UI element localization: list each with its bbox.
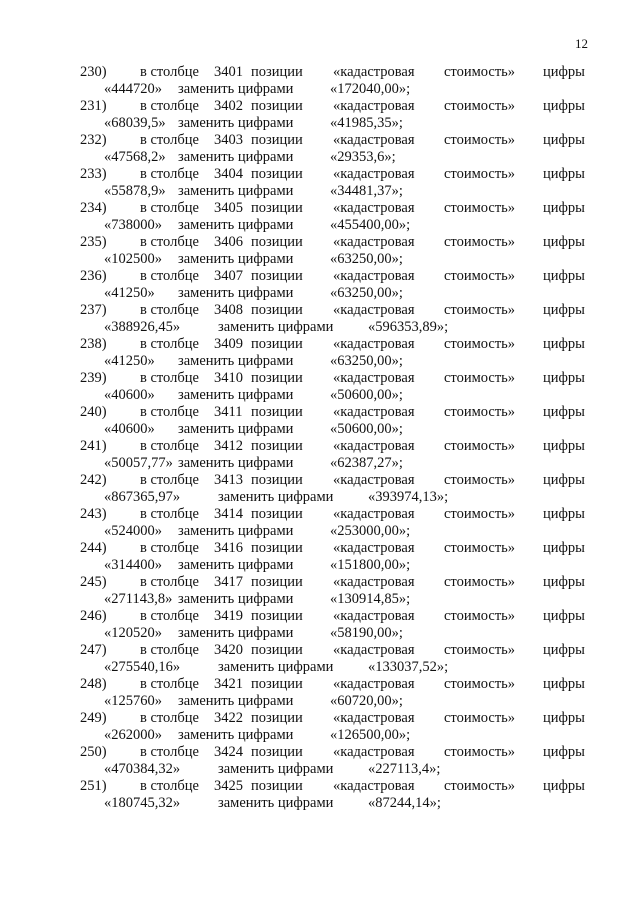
cadastral-label: «кадастровая [333,166,415,182]
cost-label: стоимость» [444,302,516,318]
new-value: «58190,00»; [330,625,403,641]
old-value: «120520» [104,625,162,641]
cadastral-label: «кадастровая [333,438,415,454]
amendment-item [0,404,640,438]
amendment-item [0,234,640,268]
amendment-line-1 [0,268,640,285]
amendment-item [0,438,640,472]
column-code: 3405 [214,200,243,216]
cost-label: стоимость» [444,268,516,284]
amendment-line-1 [0,608,640,625]
amendment-line-1 [0,438,640,455]
cost-label: стоимость» [444,608,516,624]
column-label: в столбце [140,710,199,726]
item-number: 246) [80,608,107,624]
digits-label: цифры [543,98,585,114]
amendment-line-1 [0,676,640,693]
amendment-line-2 [0,557,640,574]
old-value: «102500» [104,251,162,267]
old-value: «271143,8» [104,591,173,607]
new-value: «596353,89»; [368,319,449,335]
position-label: позиции [251,234,303,250]
column-code: 3420 [214,642,243,658]
digits-label: цифры [543,710,585,726]
amendment-line-2 [0,625,640,642]
cadastral-label: «кадастровая [333,506,415,522]
amendment-line-1 [0,98,640,115]
column-label: в столбце [140,506,199,522]
amendment-item [0,574,640,608]
replace-label: заменить цифрами [218,659,334,675]
column-code: 3407 [214,268,243,284]
old-value: «41250» [104,353,155,369]
column-code: 3410 [214,370,243,386]
cadastral-label: «кадастровая [333,64,415,80]
amendment-line-1 [0,234,640,251]
amendment-line-1 [0,540,640,557]
column-code: 3425 [214,778,243,794]
column-code: 3419 [214,608,243,624]
digits-label: цифры [543,540,585,556]
cost-label: стоимость» [444,132,516,148]
new-value: «172040,00»; [330,81,411,97]
position-label: позиции [251,472,303,488]
new-value: «393974,13»; [368,489,449,505]
amendment-item [0,302,640,336]
amendment-item [0,200,640,234]
replace-label: заменить цифрами [178,285,294,301]
cadastral-label: «кадастровая [333,710,415,726]
amendment-line-2 [0,353,640,370]
replace-label: заменить цифрами [178,727,294,743]
amendment-item [0,676,640,710]
column-code: 3401 [214,64,243,80]
column-code: 3417 [214,574,243,590]
item-number: 245) [80,574,107,590]
cadastral-label: «кадастровая [333,234,415,250]
cost-label: стоимость» [444,540,516,556]
replace-label: заменить цифрами [178,625,294,641]
amendment-item [0,540,640,574]
position-label: позиции [251,540,303,556]
item-number: 235) [80,234,107,250]
column-label: в столбце [140,302,199,318]
item-number: 238) [80,336,107,352]
amendment-line-1 [0,404,640,421]
cost-label: стоимость» [444,200,516,216]
digits-label: цифры [543,370,585,386]
new-value: «63250,00»; [330,353,403,369]
position-label: позиции [251,608,303,624]
amendment-line-2 [0,761,640,778]
cost-label: стоимость» [444,336,516,352]
item-number: 239) [80,370,107,386]
replace-label: заменить цифрами [178,183,294,199]
amendment-line-1 [0,472,640,489]
amendment-line-1 [0,336,640,353]
position-label: позиции [251,404,303,420]
cadastral-label: «кадастровая [333,540,415,556]
position-label: позиции [251,506,303,522]
cost-label: стоимость» [444,404,516,420]
replace-label: заменить цифрами [178,455,294,471]
old-value: «388926,45» [104,319,181,335]
column-label: в столбце [140,370,199,386]
column-code: 3408 [214,302,243,318]
position-label: позиции [251,710,303,726]
amendment-item [0,64,640,98]
digits-label: цифры [543,642,585,658]
amendment-line-2 [0,795,640,812]
new-value: «227113,4»; [368,761,441,777]
column-label: в столбце [140,676,199,692]
digits-label: цифры [543,200,585,216]
new-value: «50600,00»; [330,421,403,437]
new-value: «133037,52»; [368,659,449,675]
amendment-line-1 [0,744,640,761]
old-value: «738000» [104,217,162,233]
amendment-item [0,370,640,404]
position-label: позиции [251,268,303,284]
amendment-line-1 [0,642,640,659]
cost-label: стоимость» [444,642,516,658]
replace-label: заменить цифрами [178,557,294,573]
column-code: 3411 [214,404,243,420]
column-label: в столбце [140,778,199,794]
amendment-item [0,268,640,302]
old-value: «40600» [104,387,155,403]
position-label: позиции [251,676,303,692]
column-code: 3424 [214,744,243,760]
item-number: 241) [80,438,107,454]
digits-label: цифры [543,676,585,692]
replace-label: заменить цифрами [178,387,294,403]
amendment-item [0,132,640,166]
digits-label: цифры [543,268,585,284]
amendment-line-2 [0,149,640,166]
cost-label: стоимость» [444,710,516,726]
old-value: «68039,5» [104,115,166,131]
cost-label: стоимость» [444,166,516,182]
column-code: 3412 [214,438,243,454]
new-value: «41985,35»; [330,115,403,131]
column-code: 3413 [214,472,243,488]
amendment-item [0,336,640,370]
amendment-line-1 [0,506,640,523]
column-code: 3416 [214,540,243,556]
item-number: 236) [80,268,107,284]
replace-label: заменить цифрами [178,115,294,131]
new-value: «34481,37»; [330,183,403,199]
amendment-item [0,472,640,506]
cadastral-label: «кадастровая [333,200,415,216]
column-label: в столбце [140,472,199,488]
column-label: в столбце [140,132,199,148]
item-number: 234) [80,200,107,216]
column-code: 3406 [214,234,243,250]
amendment-line-1 [0,64,640,81]
cadastral-label: «кадастровая [333,98,415,114]
page-number: 12 [575,36,588,51]
cadastral-label: «кадастровая [333,370,415,386]
digits-label: цифры [543,574,585,590]
cost-label: стоимость» [444,438,516,454]
column-label: в столбце [140,234,199,250]
column-label: в столбце [140,574,199,590]
new-value: «62387,27»; [330,455,403,471]
replace-label: заменить цифрами [178,149,294,165]
old-value: «125760» [104,693,162,709]
amendment-line-1 [0,302,640,319]
amendment-line-2 [0,285,640,302]
new-value: «63250,00»; [330,285,403,301]
amendment-item [0,166,640,200]
amendment-line-2 [0,591,640,608]
replace-label: заменить цифрами [178,421,294,437]
new-value: «60720,00»; [330,693,403,709]
position-label: позиции [251,336,303,352]
cadastral-label: «кадастровая [333,608,415,624]
replace-label: заменить цифрами [178,217,294,233]
digits-label: цифры [543,64,585,80]
cadastral-label: «кадастровая [333,676,415,692]
cost-label: стоимость» [444,98,516,114]
amendment-item [0,608,640,642]
amendment-line-2 [0,217,640,234]
column-label: в столбце [140,200,199,216]
new-value: «253000,00»; [330,523,411,539]
digits-label: цифры [543,506,585,522]
item-number: 250) [80,744,107,760]
column-code: 3422 [214,710,243,726]
position-label: позиции [251,132,303,148]
old-value: «55878,9» [104,183,166,199]
cadastral-label: «кадастровая [333,744,415,760]
column-label: в столбце [140,64,199,80]
amendment-item [0,642,640,676]
old-value: «524000» [104,523,162,539]
replace-label: заменить цифрами [218,319,334,335]
old-value: «50057,77» [104,455,173,471]
old-value: «470384,32» [104,761,181,777]
amendment-item [0,506,640,540]
amendment-line-2 [0,523,640,540]
old-value: «180745,32» [104,795,181,811]
digits-label: цифры [543,472,585,488]
cost-label: стоимость» [444,506,516,522]
position-label: позиции [251,438,303,454]
digits-label: цифры [543,336,585,352]
new-value: «126500,00»; [330,727,411,743]
amendment-line-2 [0,183,640,200]
amendment-line-2 [0,115,640,132]
new-value: «29353,6»; [330,149,396,165]
amendment-line-1 [0,778,640,795]
amendment-item [0,744,640,778]
column-label: в столбце [140,268,199,284]
column-label: в столбце [140,336,199,352]
position-label: позиции [251,166,303,182]
column-code: 3403 [214,132,243,148]
replace-label: заменить цифрами [178,81,294,97]
cost-label: стоимость» [444,778,516,794]
item-number: 249) [80,710,107,726]
digits-label: цифры [543,302,585,318]
column-label: в столбце [140,404,199,420]
column-label: в столбце [140,744,199,760]
digits-label: цифры [543,778,585,794]
cadastral-label: «кадастровая [333,574,415,590]
digits-label: цифры [543,234,585,250]
replace-label: заменить цифрами [178,693,294,709]
column-code: 3409 [214,336,243,352]
item-number: 247) [80,642,107,658]
amendment-line-2 [0,81,640,98]
old-value: «444720» [104,81,162,97]
item-number: 248) [80,676,107,692]
column-code: 3414 [214,506,243,522]
replace-label: заменить цифрами [178,251,294,267]
column-label: в столбце [140,642,199,658]
amendment-line-2 [0,319,640,336]
replace-label: заменить цифрами [178,353,294,369]
old-value: «40600» [104,421,155,437]
cost-label: стоимость» [444,744,516,760]
new-value: «50600,00»; [330,387,403,403]
old-value: «262000» [104,727,162,743]
new-value: «151800,00»; [330,557,411,573]
replace-label: заменить цифрами [178,591,294,607]
column-label: в столбце [140,166,199,182]
digits-label: цифры [543,608,585,624]
replace-label: заменить цифрами [218,489,334,505]
amendment-line-1 [0,710,640,727]
amendment-line-1 [0,166,640,183]
digits-label: цифры [543,438,585,454]
new-value: «63250,00»; [330,251,403,267]
position-label: позиции [251,370,303,386]
item-number: 232) [80,132,107,148]
replace-label: заменить цифрами [218,761,334,777]
amendment-line-2 [0,387,640,404]
new-value: «87244,14»; [368,795,441,811]
replace-label: заменить цифрами [178,523,294,539]
amendment-line-2 [0,455,640,472]
cost-label: стоимость» [444,234,516,250]
item-number: 243) [80,506,107,522]
column-label: в столбце [140,438,199,454]
cadastral-label: «кадастровая [333,642,415,658]
item-number: 242) [80,472,107,488]
position-label: позиции [251,642,303,658]
cadastral-label: «кадастровая [333,336,415,352]
cadastral-label: «кадастровая [333,404,415,420]
cost-label: стоимость» [444,472,516,488]
position-label: позиции [251,574,303,590]
amendment-item [0,710,640,744]
item-number: 237) [80,302,107,318]
amendment-line-2 [0,693,640,710]
old-value: «47568,2» [104,149,166,165]
amendment-line-1 [0,370,640,387]
digits-label: цифры [543,166,585,182]
position-label: позиции [251,744,303,760]
old-value: «314400» [104,557,162,573]
amendment-line-2 [0,489,640,506]
new-value: «130914,85»; [330,591,411,607]
amendment-line-1 [0,200,640,217]
amendment-line-1 [0,132,640,149]
cadastral-label: «кадастровая [333,268,415,284]
item-number: 233) [80,166,107,182]
column-label: в столбце [140,98,199,114]
column-code: 3404 [214,166,243,182]
amendment-list [0,64,640,812]
position-label: позиции [251,302,303,318]
item-number: 244) [80,540,107,556]
replace-label: заменить цифрами [218,795,334,811]
item-number: 251) [80,778,107,794]
item-number: 230) [80,64,107,80]
digits-label: цифры [543,744,585,760]
old-value: «41250» [104,285,155,301]
column-code: 3402 [214,98,243,114]
cost-label: стоимость» [444,370,516,386]
column-label: в столбце [140,540,199,556]
cost-label: стоимость» [444,676,516,692]
amendment-item [0,98,640,132]
column-code: 3421 [214,676,243,692]
amendment-line-2 [0,727,640,744]
new-value: «455400,00»; [330,217,411,233]
digits-label: цифры [543,132,585,148]
position-label: позиции [251,778,303,794]
position-label: позиции [251,64,303,80]
amendment-line-2 [0,659,640,676]
old-value: «275540,16» [104,659,181,675]
amendment-line-2 [0,421,640,438]
amendment-item [0,778,640,812]
amendment-line-1 [0,574,640,591]
item-number: 240) [80,404,107,420]
cost-label: стоимость» [444,574,516,590]
position-label: позиции [251,98,303,114]
item-number: 231) [80,98,107,114]
amendment-line-2 [0,251,640,268]
column-label: в столбце [140,608,199,624]
position-label: позиции [251,200,303,216]
cadastral-label: «кадастровая [333,302,415,318]
cost-label: стоимость» [444,64,516,80]
digits-label: цифры [543,404,585,420]
cadastral-label: «кадастровая [333,132,415,148]
cadastral-label: «кадастровая [333,472,415,488]
cadastral-label: «кадастровая [333,778,415,794]
old-value: «867365,97» [104,489,181,505]
